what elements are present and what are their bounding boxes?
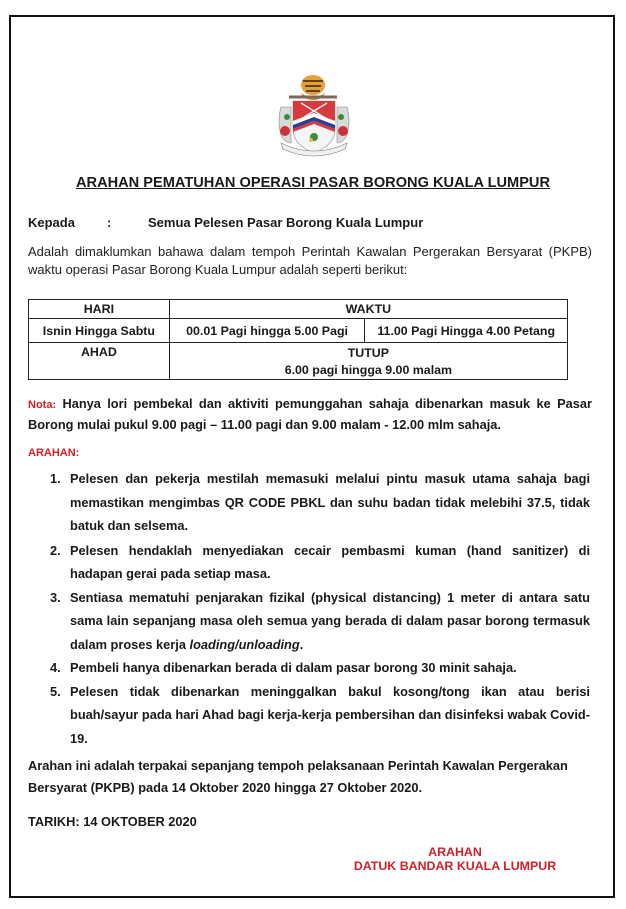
item-text: Pembeli hanya dibenarkan berada di dalam pasar borong 30 minit sahaja. [70, 660, 517, 675]
signature-block [340, 845, 570, 873]
item-text-italic: loading/unloading [189, 636, 300, 652]
item-number: 5. [50, 683, 61, 699]
list-item [28, 539, 590, 586]
list-item [28, 467, 590, 538]
table-row [29, 343, 568, 380]
item-number: 4. [50, 660, 61, 675]
recipient-label: Kepada [28, 215, 75, 230]
signature-line-2: DATUK BANDAR KUALA LUMPUR [353, 859, 557, 873]
item-number: 3. [50, 589, 61, 605]
row-ahad-time: 6.00 pagi hingga 9.00 malam [284, 362, 453, 377]
schedule-table [28, 299, 568, 380]
row-weekday-hari: Isnin Hingga Sabtu [29, 319, 170, 343]
nota-paragraph [28, 394, 592, 434]
row-weekday-waktu-1: 00.01 Pagi hingga 5.00 Pagi [169, 319, 365, 343]
item-number: 2. [50, 542, 61, 558]
closing-paragraph: Arahan ini adalah terpakai sepanjang tempoh pelaksanaan Perintah Kawalan Pergerakan Bersyarat (PKPB) pada 14 Oktober 2020 hingga 27 Oktober 2020. [28, 758, 568, 795]
dbkl-crest-logo [275, 73, 353, 159]
nota-text: Hanya lori pembekal dan aktiviti pemunggahan sahaja dibenarkan masuk ke Pasar Borong mulai pukul 9.00 pagi – 11.00 pagi dan 9.00 malam - 12.00 mlm sahaja. [28, 396, 592, 432]
item-text: Pelesen hendaklah menyediakan cecair pembasmi kuman (hand sanitizer) di hadapan gerai pada setiap masa. [70, 542, 590, 581]
row-weekday-waktu-2: 11.00 Pagi Hingga 4.00 Petang [365, 319, 568, 343]
header-waktu: WAKTU [169, 300, 567, 319]
signature-line-1: ARAHAN [428, 845, 482, 859]
header-hari: HARI [29, 300, 170, 319]
row-ahad-status: TUTUP [347, 345, 390, 360]
directive-list [28, 467, 590, 750]
recipient-value: Semua Pelesen Pasar Borong Kuala Lumpur [148, 215, 424, 230]
document-title: ARAHAN PEMATUHAN OPERASI PASAR BORONG KUALA LUMPUR [75, 175, 551, 191]
item-text-end: . [299, 636, 304, 652]
item-text: Sentiasa mematuhi penjarakan fizikal (physical distancing) 1 meter di antara satu sama lain sepanjang masa oleh semua yang berada di dalam pasar borong termasuk dalam proses kerja [70, 589, 590, 652]
arahan-heading: ARAHAN: [28, 447, 80, 459]
item-number: 1. [50, 471, 61, 486]
document-date: TARIKH: 14 OKTOBER 2020 [28, 814, 197, 829]
recipient-colon: : [107, 215, 112, 230]
row-ahad-waktu [169, 343, 567, 380]
item-text: Pelesen dan pekerja mestilah memasuki melalui pintu masuk utama sahaja bagi memastikan mengimbas QR CODE PBKL dan suhu badan tidak melebihi 37.5, tidak batuk dan selsema. [70, 471, 590, 533]
table-header-row [29, 300, 568, 319]
list-item [28, 586, 590, 657]
list-item [28, 680, 590, 751]
list-item [28, 656, 590, 680]
item-text: Pelesen tidak dibenarkan meninggalkan bakul kosong/tong ikan atau berisi buah/sayur pada hari Ahad bagi kerja-kerja pembersihan dan disinfeksi wabak Covid-19. [70, 683, 590, 746]
intro-paragraph: Adalah dimaklumkan bahawa dalam tempoh Perintah Kawalan Pergerakan Bersyarat (PKPB) waktu operasi Pasar Borong Kuala Lumpur adalah seperti berikut: [28, 244, 592, 277]
row-ahad-hari: AHAD [29, 343, 170, 380]
table-row [29, 319, 568, 343]
nota-label: Nota: [28, 399, 57, 411]
